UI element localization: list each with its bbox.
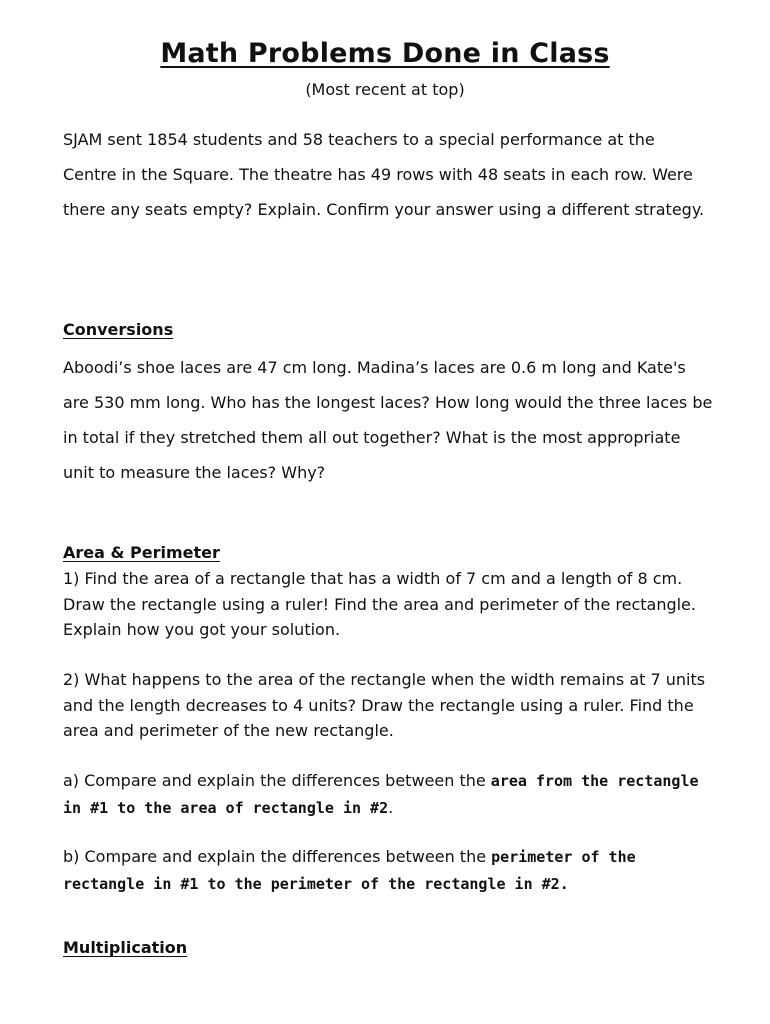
section-heading-multiplication: Multiplication [63,938,188,957]
question-b-prefix: b) Compare and explain the differences between the [63,847,492,866]
section-heading-conversions: Conversions [63,320,174,339]
page-subtitle: (Most recent at top) [305,80,465,99]
section-heading-area-perimeter: Area & Perimeter [63,543,220,562]
question-b-emphasis: perimeter of the rectangle in #1 to the perimeter of the rectangle in #2. [63,848,636,893]
question-a-suffix: . [388,797,394,817]
page-title: Math Problems Done in Class [160,38,610,69]
problem-intro-text: SJAM sent 1854 students and 58 teachers to a special performance at the Centre in the Square. The theatre has 49 rows with 48 seats in each row. Were there any seats empty? Explain. Confirm your answer using a different strategy. [63,130,705,219]
area-question-a [63,768,713,821]
question-a-emphasis: area from the rectangle in #1 to the area of rectangle in #2 [63,772,699,817]
area-question-2: 2) What happens to the area of the rectangle when the width remains at 7 units and the length decreases to 4 units? Draw the rectangle using a ruler. Find the area and perimeter of the new rectangle. [63,670,706,740]
area-question-b [63,844,713,897]
conversions-text: Aboodi’s shoe laces are 47 cm long. Madina’s laces are 0.6 m long and Kate's are 530 mm long. Who has the longest laces? How long would the three laces be in total if they stretched them all out together? What is the most appropriate unit to measure the laces? Why? [63,358,713,482]
area-question-1: 1) Find the area of a rectangle that has a width of 7 cm and a length of 8 cm. Draw the rectangle using a ruler! Find the area and perimeter of the rectangle. Explain how you got your solution. [63,569,696,639]
question-a-prefix: a) Compare and explain the differences between the [63,771,491,790]
